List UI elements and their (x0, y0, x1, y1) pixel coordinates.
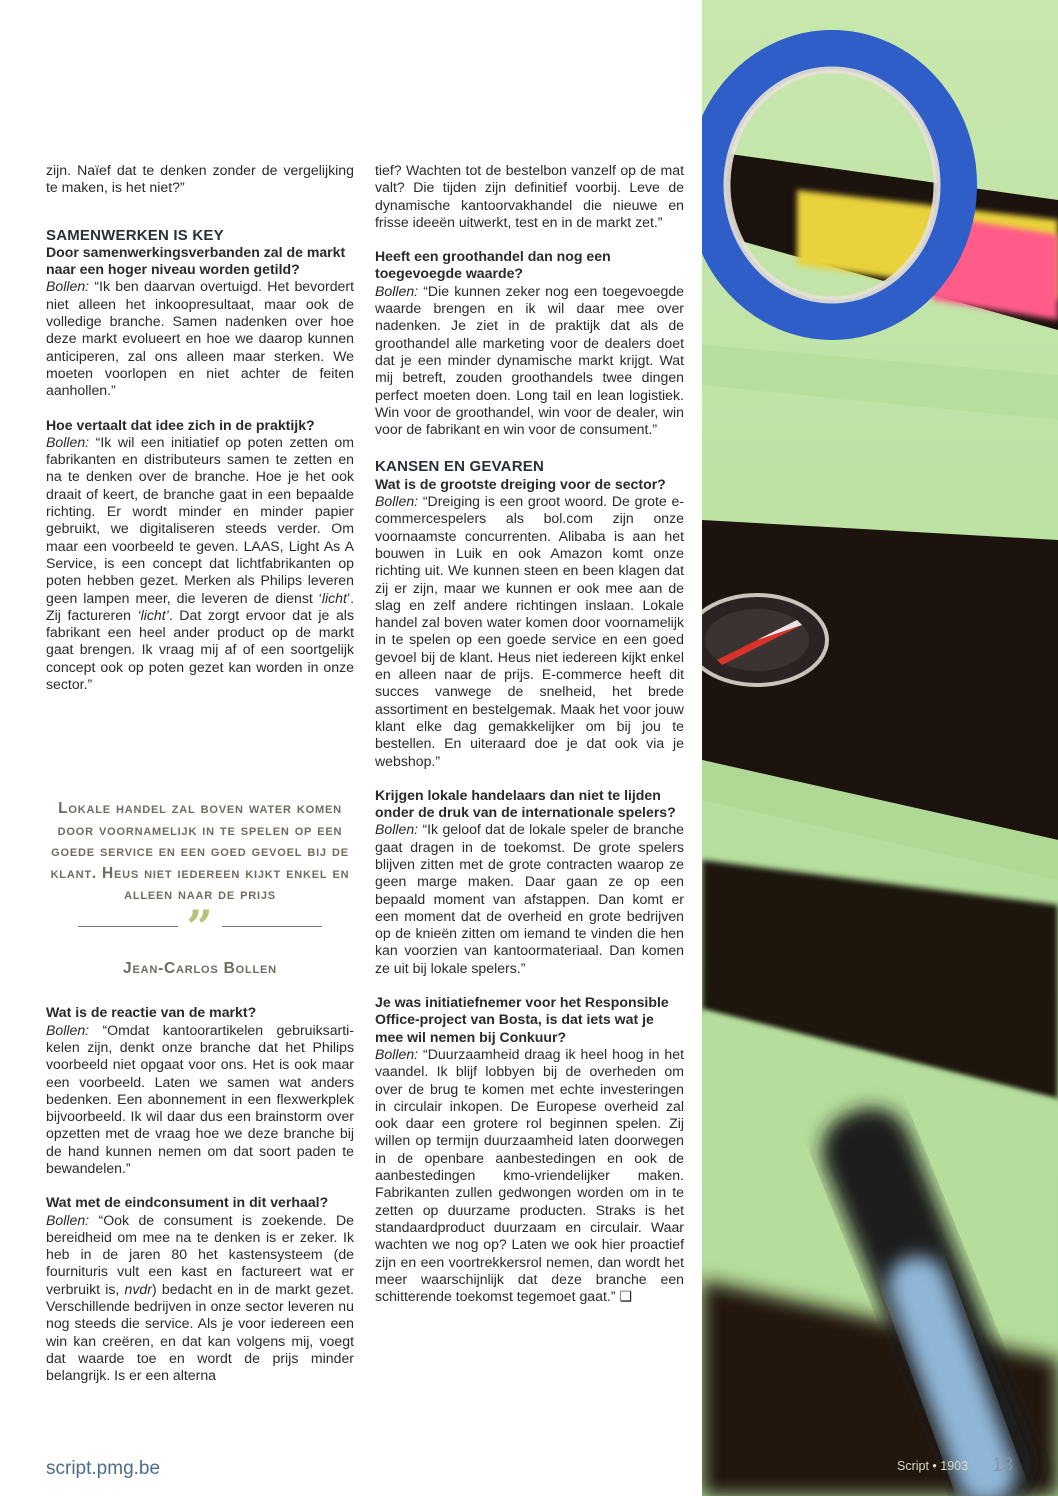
end-mark-icon: ❑ (619, 1288, 633, 1305)
question: Hoe vertaalt dat idee zich in de praktijk? (46, 416, 315, 433)
photo-illustration (702, 0, 1058, 1496)
website-link[interactable]: script.pmg.be (46, 1458, 161, 1479)
issue-folio: Script • 1903 (897, 1459, 969, 1473)
page-number: 13 (992, 1455, 1014, 1476)
middle-column (375, 162, 684, 1305)
question: Krijgen lokale handelaars dan niet te lijden onder de druk van de internationale spelers? (375, 786, 676, 821)
speaker: Bollen: (46, 1021, 90, 1038)
speaker: Bollen: (46, 278, 90, 295)
divider (222, 926, 322, 927)
answer-text: “Ook de consument is zoekende. De bereidheid om mee na te denken is er zeker. Ik heb in de jaren 80 het kastensysteem (de fournituris vult een kast en factureert wat er verbruikt is, (46, 1211, 354, 1297)
pull-quote-text: Lokale handel zal boven water komen door voornamelijk in te spelen op een goede service en een goed gevoel bij de klant. Heus niet iedereen kijkt enkel en alleen naar de prijs (50, 800, 350, 903)
speaker: Bollen: (46, 433, 90, 450)
question: Door samenwerkingsverbanden zal de markt naar een hoger niveau worden getild? (46, 243, 346, 278)
speaker: Bollen: (375, 493, 419, 510)
answer-text: “Dreiging is een groot woord. De grote e-commercespelers als bol.com zijn onze voornaamste concurrenten. Alibaba is aan het bouwen in Luik en ook Amazon komt onze richting uit. We kunnen steen en been klagen dat zij er zijn, maar we kunnen er ook mee aan de slag en zelf andere richtingen inslaan. Lokale handel zal boven water komen door voornamelijk in te spelen op een goede service en een goed gevoel bij de klant. Heus niet iedereen kijkt enkel en alleen naar de prijs. E-commerce heeft dit succes vanwege de snelheid, het brede assortiment en bestelgemak. Maak het voor jouw klant elke dag gemakkelijker om bij jou te bestellen. En uiteraard doe je dat ook via je webshop.” (375, 493, 684, 769)
office-supplies-photo (702, 0, 1058, 1496)
section-heading: SAMENWERKEN IS KEY (46, 226, 224, 244)
emphasis: nvdr (124, 1280, 152, 1297)
question: Je was initiatiefnemer voor het Responsible Office-project van Bosta, is dat iets wat je mee wil nemen bij Conkuur? (375, 994, 669, 1045)
answer-text: “Omdat kantoorartikelen gebruiksartikelen zijn, denkt onze branche dat het Philips voorbeeld niet opgaat voor ons. Het is ook maar een voorbeeld. Laten we samen wat anders bedenken. Een abonnement in een flexwerkplek bijvoorbeeld. Ik wil daar dus een brainstorm over opzetten met de vraag hoe we deze branche bij de hand kunnen nemen om dat soort paden te bewandelen.” (46, 1021, 354, 1176)
answer-text: “Die kunnen zeker nog een toegevoegde waarde brengen en ik wil daar mee over nadenken. Je ziet in de praktijk dat als de groothandel alle marketing voor de dealers doet dat je een minder dynamische markt krijgt. Wat mij betreft, zouden groothandels twee dingen perfect moeten doen. Long tail en lean logistiek. Win voor de groothandel, win voor de dealer, win voor de fabrikant en win voor de consument.” (375, 282, 684, 438)
answer-text: ) bedacht en in de markt gezet. Verschillende bedrijven in onze sector leveren nu nog steeds die service. Als je voor iedereen een win kan creëren, en dat kan volgens mij, voegt dat waarde toe en wordt de prijs minder belangrijk. Is er een alterna (46, 1280, 354, 1384)
speaker: Bollen: (46, 1211, 90, 1228)
answer (46, 1212, 354, 1385)
question: Heeft een groothandel dan nog een toegevoegde waarde? (375, 248, 611, 282)
intro-text: tief? Wachten tot de bestelbon vanzelf op de mat valt? Die tijden zijn definitief voorbij. Leve de dynamische kantoorvakhandel die nieuwe en frisse ideeën uitwerkt, test en in de markt zet.” (375, 162, 684, 230)
answer (375, 1046, 684, 1305)
pull-quote (46, 798, 354, 977)
emphasis: ‘licht’ (137, 606, 169, 623)
answer-text: “Ik ben daarvan overtuigd. Het bevordert niet alleen het inkoopresultaat, maar ook de volledige branche. Samen nadenken over hoe deze markt evolueert en hoe we daarop kunnen anticiperen, zal ons alleen maar sterken. We moeten voorlopen en niet achter de feiten aanhollen.” (46, 278, 354, 399)
quote-marks-icon: ” (186, 900, 214, 954)
answer (375, 493, 684, 770)
left-column (46, 162, 354, 1385)
question: Wat is de grootste dreiging voor de sector? (375, 475, 666, 492)
answer (46, 434, 354, 693)
answer-text: . Dat zorgt ervoor dat je als fabrikant een heel ander product op de markt gaat brengen. Ik vraag mij af of een soortgelijk concept ook op poten gezet kan worden in onze sector.” (46, 606, 354, 693)
section-heading: KANSEN EN GEVAREN (375, 458, 544, 476)
speaker: Bollen: (375, 1045, 419, 1062)
answer (46, 278, 354, 399)
question: Wat met de eindconsument in dit verhaal? (46, 1194, 329, 1211)
answer (46, 1022, 354, 1178)
answer (375, 283, 684, 439)
answer (375, 821, 684, 977)
question: Wat is de reactie van de markt? (46, 1004, 257, 1021)
answer-text: “Ik wil een initiatief op poten zetten om fabrikanten en distributeurs samen te zetten en na te denken over de branche. Hoe je het ook draait of keert, de branche gaat in een bepaalde richting. Er wordt minder en minder papier gebruikt, we digitaliseren steeds verder. Om maar een voorbeeld te geven. LAAS, Light As A Service, is een concept dat lichtfabrikanten op poten hebben gezet. Merken als Philips leveren geen lampen meer, die leveren de dienst ‘ (46, 433, 354, 606)
emphasis: licht (321, 589, 347, 606)
answer-text: “Duurzaamheid draag ik heel hoog in het vaandel. Ik blijf lobbyen bij de overheden om over de brug te komen met echte investeringen in circulair inkopen. De Europese overheid zal ook daar een grotere rol beginnen spelen. Zij willen op termijn duurzaamheid laten doorwegen in de openbare aanbestedingen en ook de aanbestedingen kmo-vriendelijker maken. Fabrikanten zullen gedwongen worden om in te zetten op duurzame producten. Straks is het standaardproduct duurzaam en circulair. Waar wachten we nog op? Laten we ook hier proactief zijn en een voortrekkersrol nemen, dan wordt het meer waarschijnlijk dat deze branche een schitterende toekomst tegemoet gaat.” (375, 1045, 684, 1305)
speaker: Bollen: (375, 821, 419, 838)
answer-text: “Ik geloof dat de lokale speler de branche gaat dragen in de toekomst. De grote spelers blijven zitten met de grote contracten waarop ze geen marge maken. Daar gaan ze op een bepaald moment van afstappen. Dan komt er een moment dat de overheid en grote bedrijven op de knieën zitten om iemand te vinden die hen kan voorzien van kantoormateriaal. Dan komen ze uit bij lokale spelers.” (375, 821, 684, 976)
answer-text: ’. Zij factureren (46, 589, 354, 623)
intro-text: zijn. Naïef dat te denken zonder de vergelijking te maken, is het niet?” (46, 162, 354, 196)
quote-author: Jean-Carlos Bollen (123, 960, 277, 977)
speaker: Bollen: (375, 282, 419, 299)
